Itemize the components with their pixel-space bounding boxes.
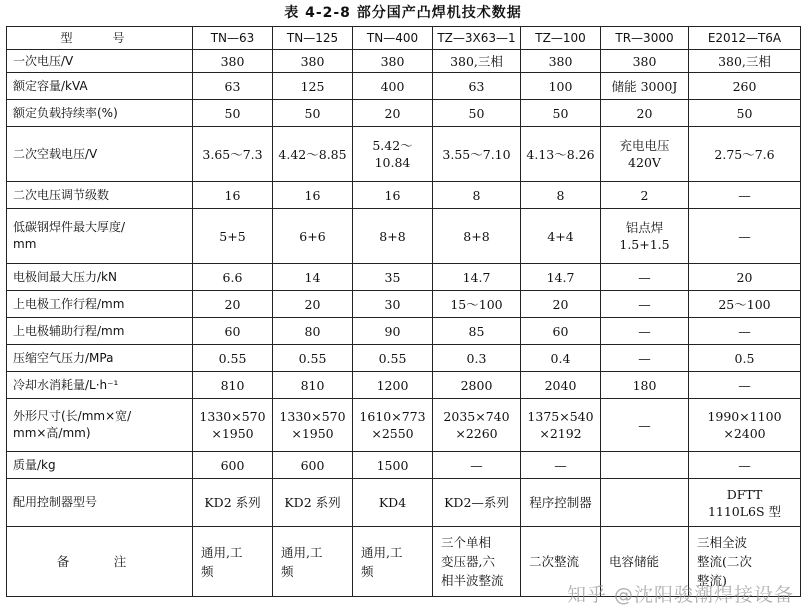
table-cell: 2035×740 ×2260 [433,399,521,452]
table-title: 表 4-2-8 部分国产凸焊机技术数据 [284,5,522,21]
table-cell: 14.7 [521,264,601,291]
table-cell: 16 [193,182,273,209]
table-cell: 8 [521,182,601,209]
table-cell [601,479,689,527]
table-cell: — [601,291,689,318]
table-cell: 380 [273,50,353,73]
table-row [7,399,801,452]
table-cell: 0.55 [193,345,273,372]
row-label: 冷却水消耗量/L·h⁻¹ [7,372,193,399]
table-cell: 14.7 [433,264,521,291]
table-cell: 16 [273,182,353,209]
table-row [7,209,801,264]
model-header-cell: TZ—100 [521,27,601,50]
table-row [7,127,801,182]
row-label: 二次电压调节级数 [7,182,193,209]
table-row [7,182,801,209]
table-cell: 380 [601,50,689,73]
row-label: 电极间最大压力/kN [7,264,193,291]
row-label: 额定容量/kVA [7,73,193,100]
table-cell: 通用,工 频 [273,527,353,597]
model-header-cell: TN—125 [273,27,353,50]
table-cell: 63 [433,73,521,100]
table-cell: 1375×540 ×2192 [521,399,601,452]
table-cell: 260 [689,73,801,100]
table-cell: 程序控制器 [521,479,601,527]
table-cell: 6.6 [193,264,273,291]
header-row [7,27,801,50]
table-row [7,452,801,479]
model-header-cell: TR—3000 [601,27,689,50]
table-cell: 400 [353,73,433,100]
table-cell: KD2 系列 [273,479,353,527]
table-cell: — [601,399,689,452]
table-row [7,479,801,527]
row-label: 压缩空气压力/MPa [7,345,193,372]
table-cell: 600 [193,452,273,479]
row-label: 备 注 [7,527,193,597]
table-cell: 16 [353,182,433,209]
table-cell: 2800 [433,372,521,399]
table-cell: 60 [193,318,273,345]
table-cell: 380,三相 [689,50,801,73]
table-cell: 380 [193,50,273,73]
row-label: 质量/kg [7,452,193,479]
table-row [7,372,801,399]
watermark: 知乎 @沈阳骏潮焊接设备 [566,584,794,606]
table-cell: — [433,452,521,479]
table-cell: — [689,209,801,264]
table-cell: — [689,182,801,209]
table-cell: — [689,372,801,399]
table-cell: 50 [273,100,353,127]
table-cell: 0.3 [433,345,521,372]
table-cell: 充电电压 420V [601,127,689,182]
table-cell: 2 [601,182,689,209]
table-cell: 50 [193,100,273,127]
table-cell: 1330×570 ×1950 [273,399,353,452]
table-cell: 0.5 [689,345,801,372]
table-cell: 三相全波 整流(二次 整流) [689,527,801,597]
table-cell: 20 [601,100,689,127]
table-row [7,291,801,318]
table-cell: 0.55 [353,345,433,372]
table-cell: — [601,264,689,291]
table-cell: 1990×1100 ×2400 [689,399,801,452]
table-cell: 810 [193,372,273,399]
table-cell: 20 [273,291,353,318]
table-cell: 4+4 [521,209,601,264]
table-cell: 15～100 [433,291,521,318]
table-cell: 600 [273,452,353,479]
table-cell: 8 [433,182,521,209]
table-cell: 180 [601,372,689,399]
table-cell: 0.4 [521,345,601,372]
table-cell: 储能 3000J [601,73,689,100]
table-cell: 3.55～7.10 [433,127,521,182]
table-cell: 380 [521,50,601,73]
table-cell: — [601,345,689,372]
table-cell: 125 [273,73,353,100]
table-cell: 通用,工 频 [193,527,273,597]
row-label: 二次空载电压/V [7,127,193,182]
table-cell: 63 [193,73,273,100]
table-cell: 6+6 [273,209,353,264]
table-cell: 85 [433,318,521,345]
table-cell: 380,三相 [433,50,521,73]
table-cell: 810 [273,372,353,399]
row-label: 型 号 [7,27,193,50]
table-cell: KD4 [353,479,433,527]
table-cell: 1200 [353,372,433,399]
table-cell: — [601,318,689,345]
table-row [7,50,801,73]
table-cell: 20 [521,291,601,318]
table-cell: 20 [193,291,273,318]
row-label: 上电极工作行程/mm [7,291,193,318]
table-cell: 60 [521,318,601,345]
table-cell: 90 [353,318,433,345]
table-row [7,100,801,127]
model-header-cell: TN—63 [193,27,273,50]
table-cell: — [689,318,801,345]
table-cell: 1330×570 ×1950 [193,399,273,452]
table-cell: 380 [353,50,433,73]
row-label: 上电极辅助行程/mm [7,318,193,345]
table-cell: 14 [273,264,353,291]
table-row [7,73,801,100]
table-body [7,27,801,597]
table-cell: 35 [353,264,433,291]
table-cell: 2040 [521,372,601,399]
table-cell: 20 [353,100,433,127]
table-cell: 二次整流 [521,527,601,597]
table-cell: 8+8 [353,209,433,264]
row-label: 额定负载持续率(%) [7,100,193,127]
table-cell [601,452,689,479]
table-cell: 8+8 [433,209,521,264]
table-cell: KD2 系列 [193,479,273,527]
row-label: 外形尺寸(长/mm×宽/ mm×高/mm) [7,399,193,452]
table-cell: — [521,452,601,479]
spec-table [6,26,801,597]
table-cell: KD2—系列 [433,479,521,527]
table-cell: 1500 [353,452,433,479]
table-cell: 5+5 [193,209,273,264]
table-row [7,345,801,372]
table-cell: 20 [689,264,801,291]
model-header-cell: E2012—T6A [689,27,801,50]
table-cell: 5.42～10.84 [353,127,433,182]
table-cell: 50 [433,100,521,127]
table-cell: 1610×773 ×2550 [353,399,433,452]
model-header-cell: TN—400 [353,27,433,50]
table-cell: 4.13～8.26 [521,127,601,182]
table-cell: 100 [521,73,601,100]
row-label: 低碳钢焊件最大厚度/ mm [7,209,193,264]
table-cell: DFTT 1110L6S 型 [689,479,801,527]
table-row [7,318,801,345]
table-cell: 铝点焊 1.5+1.5 [601,209,689,264]
table-row [7,264,801,291]
table-cell: 电容储能 [601,527,689,597]
row-label: 配用控制器型号 [7,479,193,527]
row-label: 一次电压/V [7,50,193,73]
table-cell: 4.42～8.85 [273,127,353,182]
table-cell: 25～100 [689,291,801,318]
table-cell: 3.65～7.3 [193,127,273,182]
table-cell: 三个单相 变压器,六 相半波整流 [433,527,521,597]
table-cell: 50 [689,100,801,127]
model-header-cell: TZ—3X63—1 [433,27,521,50]
table-cell: 30 [353,291,433,318]
table-cell: — [689,452,801,479]
table-cell: 2.75～7.6 [689,127,801,182]
table-cell: 0.55 [273,345,353,372]
table-cell: 50 [521,100,601,127]
table-cell: 80 [273,318,353,345]
table-cell: 通用,工 频 [353,527,433,597]
